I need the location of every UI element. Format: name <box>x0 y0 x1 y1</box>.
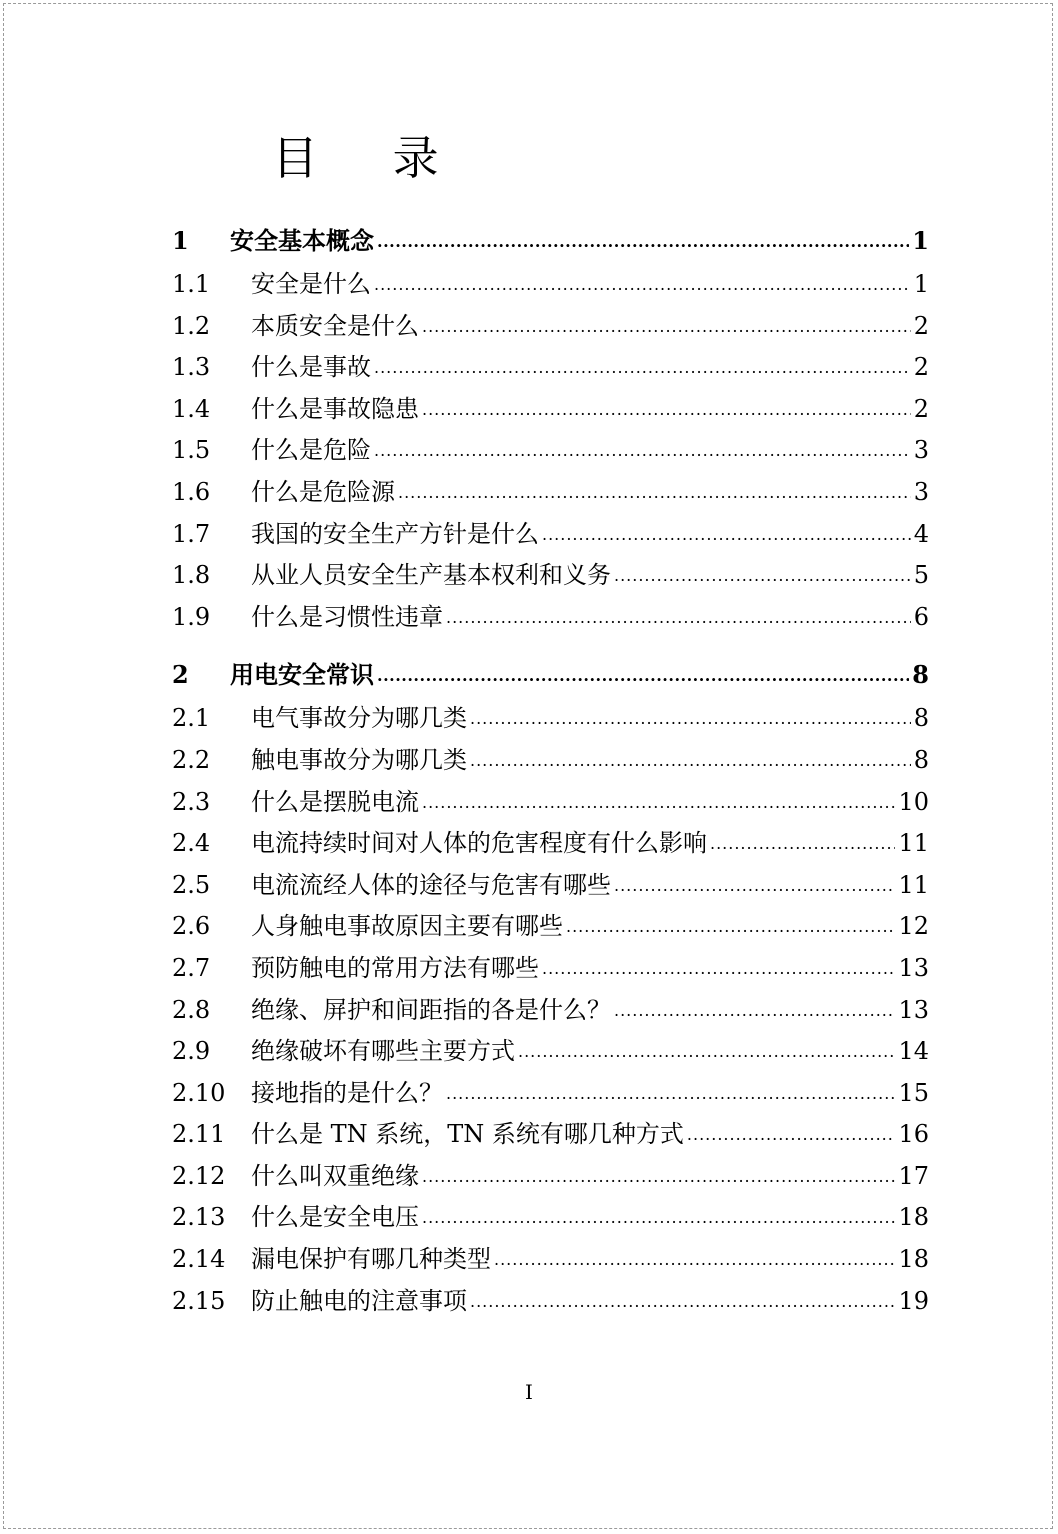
toc-entry-1-7[interactable] <box>172 514 929 556</box>
toc-entry-2-12[interactable] <box>172 1156 929 1198</box>
toc-page-number: 2 <box>913 353 929 382</box>
dot-leader <box>614 566 911 585</box>
toc-page-number: 13 <box>898 995 929 1024</box>
toc-page-number: 15 <box>898 1078 929 1107</box>
toc-entry-1-9[interactable] <box>172 597 929 639</box>
table-of-contents <box>172 221 929 1322</box>
toc-page-number: 16 <box>898 1120 929 1149</box>
toc-page-number: 14 <box>898 1037 929 1066</box>
dot-leader <box>470 1292 895 1311</box>
toc-entry-title: 电流持续时间对人体的危害程度有什么影响 <box>251 829 707 858</box>
toc-entry-1-8[interactable] <box>172 555 929 597</box>
toc-chapter-title: 安全基本概念 <box>230 226 374 255</box>
toc-page-number: 2 <box>913 311 929 340</box>
toc-entry-number: 1.3 <box>172 353 211 382</box>
toc-entry-2-11[interactable] <box>172 1114 929 1156</box>
toc-entry-number: 1.6 <box>172 477 211 506</box>
toc-page-number: 11 <box>898 829 929 858</box>
dot-leader <box>377 232 909 251</box>
dot-leader <box>422 400 911 419</box>
toc-entry-title: 接地指的是什么？ <box>251 1078 443 1107</box>
toc-entry-number: 2.11 <box>172 1120 226 1149</box>
toc-entry-number: 2.8 <box>172 995 211 1024</box>
toc-entry-title: 我国的安全生产方针是什么 <box>251 519 539 548</box>
toc-entry-title: 防止触电的注意事项 <box>251 1286 467 1315</box>
toc-page-number: 11 <box>898 870 929 899</box>
toc-entry-1-4[interactable] <box>172 389 929 431</box>
toc-entry-1-6[interactable] <box>172 472 929 514</box>
toc-entry-number: 2.7 <box>172 953 211 982</box>
toc-entry-title: 什么是 TN 系统，TN 系统有哪几种方式 <box>251 1120 684 1149</box>
dot-leader <box>566 917 895 936</box>
page-title: 目 录 <box>272 131 469 185</box>
toc-page-number: 5 <box>913 561 929 590</box>
toc-entry-title: 什么是危险源 <box>251 477 395 506</box>
toc-entry-title: 什么叫双重绝缘 <box>251 1161 419 1190</box>
toc-entry-2-3[interactable] <box>172 782 929 824</box>
toc-page-number: 1 <box>913 270 929 298</box>
toc-entry-2-6[interactable] <box>172 906 929 948</box>
toc-entry-title: 绝缘破坏有哪些主要方式 <box>251 1037 515 1066</box>
toc-entry-number: 2.13 <box>172 1203 226 1232</box>
dot-leader <box>446 1084 895 1103</box>
toc-chapter-2[interactable] <box>172 655 929 698</box>
toc-entry-2-2[interactable] <box>172 740 929 782</box>
dot-leader <box>374 358 911 377</box>
toc-page-number: 3 <box>913 477 929 506</box>
toc-page-number: 3 <box>913 436 929 465</box>
toc-entry-2-15[interactable] <box>172 1281 929 1323</box>
toc-entry-title: 安全是什么 <box>251 270 371 298</box>
toc-entry-2-8[interactable] <box>172 990 929 1032</box>
page-number-footer: I <box>525 1380 533 1404</box>
toc-page-number: 12 <box>898 912 929 941</box>
toc-entry-title: 什么是摆脱电流 <box>251 787 419 816</box>
toc-entry-title: 什么是安全电压 <box>251 1203 419 1232</box>
toc-entry-title: 电流流经人体的途径与危害有哪些 <box>251 870 611 899</box>
toc-page-number: 13 <box>898 953 929 982</box>
toc-entry-number: 2.2 <box>172 745 211 774</box>
toc-entry-title: 本质安全是什么 <box>251 311 419 340</box>
toc-entry-number: 2.4 <box>172 829 211 858</box>
dot-leader <box>377 666 909 685</box>
toc-entry-2-9[interactable] <box>172 1031 929 1073</box>
toc-entry-number: 2.14 <box>172 1245 226 1274</box>
dot-leader <box>470 751 911 770</box>
toc-entry-2-5[interactable] <box>172 865 929 907</box>
toc-entry-title: 漏电保护有哪几种类型 <box>251 1245 491 1274</box>
toc-entry-number: 1.2 <box>172 311 211 340</box>
toc-entry-number: 2.9 <box>172 1037 211 1066</box>
toc-page-number: 1 <box>912 226 929 255</box>
toc-entry-title: 什么是危险 <box>251 436 371 465</box>
toc-page-number: 19 <box>898 1286 929 1315</box>
dot-leader <box>710 834 895 853</box>
toc-entry-1-3[interactable] <box>172 347 929 389</box>
dot-leader <box>494 1250 895 1269</box>
toc-entry-1-5[interactable] <box>172 430 929 472</box>
dot-leader <box>374 275 911 294</box>
toc-page-number: 10 <box>898 787 929 816</box>
toc-entry-number: 1.5 <box>172 436 211 465</box>
toc-entry-number: 1.9 <box>172 602 211 631</box>
toc-entry-number: 2.15 <box>172 1286 226 1315</box>
toc-chapter-title: 用电安全常识 <box>230 660 374 690</box>
toc-entry-2-1[interactable] <box>172 698 929 740</box>
dot-leader <box>422 1167 895 1186</box>
toc-entry-number: 1.7 <box>172 519 211 548</box>
toc-entry-title: 绝缘、屏护和间距指的各是什么？ <box>251 995 611 1024</box>
dot-leader <box>518 1042 895 1061</box>
dot-leader <box>542 525 911 544</box>
toc-entry-number: 1.1 <box>172 270 211 298</box>
toc-entry-number: 2.1 <box>172 704 211 733</box>
toc-entry-title: 什么是事故 <box>251 353 371 382</box>
toc-entry-number: 1.4 <box>172 394 211 423</box>
toc-entry-title: 什么是习惯性违章 <box>251 602 443 631</box>
dot-leader <box>614 1001 895 1020</box>
dot-leader <box>422 1208 895 1227</box>
dot-leader <box>446 608 911 627</box>
dot-leader <box>542 959 895 978</box>
toc-chapter-number: 2 <box>172 660 189 690</box>
toc-entry-title: 预防触电的常用方法有哪些 <box>251 953 539 982</box>
toc-page-number: 18 <box>898 1245 929 1274</box>
toc-entry-2-7[interactable] <box>172 948 929 990</box>
dot-leader <box>374 441 911 460</box>
dot-leader <box>687 1125 896 1144</box>
toc-chapter-1[interactable] <box>172 221 929 264</box>
toc-page-number: 4 <box>913 519 929 548</box>
toc-entry-number: 2.6 <box>172 912 211 941</box>
toc-entry-title: 人身触电事故原因主要有哪些 <box>251 912 563 941</box>
toc-page-number: 8 <box>912 660 929 690</box>
toc-entry-number: 2.10 <box>172 1078 226 1107</box>
toc-page-number: 18 <box>898 1203 929 1232</box>
toc-page-number: 17 <box>898 1161 929 1190</box>
toc-chapter-number: 1 <box>172 226 189 255</box>
toc-entry-1-1[interactable] <box>172 264 929 306</box>
toc-entry-2-10[interactable] <box>172 1073 929 1115</box>
toc-entry-number: 2.5 <box>172 870 211 899</box>
toc-page-number: 8 <box>913 704 929 733</box>
toc-entry-2-14[interactable] <box>172 1239 929 1281</box>
dot-leader <box>398 483 911 502</box>
toc-entry-1-2[interactable] <box>172 306 929 348</box>
toc-entry-title: 从业人员安全生产基本权利和义务 <box>251 561 611 590</box>
toc-page-number: 2 <box>913 394 929 423</box>
toc-entry-title: 什么是事故隐患 <box>251 394 419 423</box>
dot-leader <box>470 709 911 728</box>
toc-page-number: 6 <box>913 602 929 631</box>
toc-entry-number: 1.8 <box>172 561 211 590</box>
dot-leader <box>422 317 911 336</box>
toc-entry-2-4[interactable] <box>172 823 929 865</box>
dot-leader <box>422 793 895 812</box>
dot-leader <box>614 876 895 895</box>
toc-entry-title: 触电事故分为哪几类 <box>251 745 467 774</box>
toc-entry-2-13[interactable] <box>172 1197 929 1239</box>
document-page <box>3 3 1053 1529</box>
toc-page-number: 8 <box>913 745 929 774</box>
toc-entry-number: 2.12 <box>172 1161 226 1190</box>
toc-entry-number: 2.3 <box>172 787 211 816</box>
toc-entry-title: 电气事故分为哪几类 <box>251 704 467 733</box>
